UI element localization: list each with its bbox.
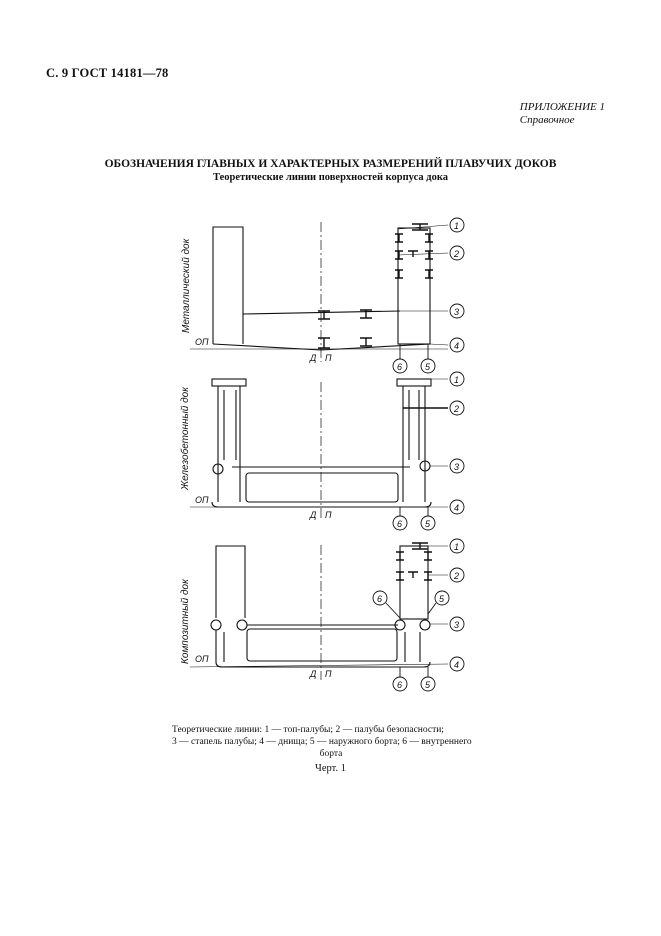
- main-title: ОБОЗНАЧЕНИЯ ГЛАВНЫХ И ХАРАКТЕРНЫХ РАЗМЕРЕНИЙ ПЛАВУЧИХ ДОКОВ: [104, 158, 557, 170]
- sub-title: Теоретические линии поверхностей корпуса дока: [213, 172, 448, 183]
- concrete-callout-6: 6: [397, 519, 403, 529]
- concrete-bottom: [212, 502, 431, 507]
- concrete-left-top: [212, 379, 246, 386]
- metal-tower-girders: [318, 224, 433, 348]
- metal-callout-4: 4: [454, 341, 460, 351]
- concrete-dock-label: Железобетонный док: [180, 387, 191, 490]
- composite-d: Д: [310, 669, 317, 679]
- page-header: С. 9 ГОСТ 14181—78: [46, 66, 169, 80]
- composite-callout-4: 4: [454, 660, 460, 670]
- metal-callout-2: 2: [454, 249, 460, 259]
- concrete-callout-1: 1: [454, 375, 460, 385]
- composite-op: ОП: [195, 654, 209, 664]
- metal-dock-label: Металлический док: [181, 238, 192, 333]
- metal-op: ОП: [195, 337, 209, 347]
- concrete-pontoon: [246, 473, 398, 502]
- metal-p: П: [325, 353, 332, 363]
- composite-callout-6-upper: 6: [377, 594, 383, 604]
- metal-callout-1: 1: [454, 221, 460, 231]
- composite-left-wall: [216, 546, 245, 618]
- metal-d: Д: [310, 353, 317, 363]
- concrete-callout-4: 4: [454, 503, 460, 513]
- composite-callout-5: 5: [425, 680, 431, 690]
- composite-dock-label: Композитный док: [180, 579, 191, 664]
- legend-line-3: борта: [319, 749, 343, 759]
- figure-composite-dock: [180, 539, 464, 691]
- composite-right-tower: [400, 546, 428, 619]
- appendix-title: ПРИЛОЖЕНИЕ 1: [519, 101, 605, 113]
- figure-concrete-dock: [179, 372, 464, 530]
- legend-line-2: 3 — стапель палубы; 4 — днища; 5 — наружного борта; 6 — внутреннего: [172, 737, 472, 747]
- composite-callout-1: 1: [454, 542, 460, 552]
- concrete-d: Д: [310, 510, 317, 520]
- figure-metal-dock: [181, 218, 464, 373]
- composite-tower-girders: [396, 543, 432, 580]
- metal-left-wall: [213, 227, 243, 344]
- composite-callout-3: 3: [454, 620, 460, 630]
- metal-callout-6: 6: [397, 362, 403, 372]
- concrete-op: ОП: [195, 495, 209, 505]
- metal-callout-5: 5: [425, 362, 431, 372]
- composite-callout-6: 6: [397, 680, 403, 690]
- metal-bottom-leader: [430, 344, 448, 345]
- legend: [172, 724, 490, 760]
- composite-pontoon: [247, 629, 397, 661]
- appendix-subtitle: Справочное: [519, 114, 575, 126]
- concrete-right-top: [397, 379, 431, 386]
- composite-p: П: [325, 669, 332, 679]
- metal-right-tower: [398, 228, 430, 344]
- metal-callout-3: 3: [454, 307, 460, 317]
- composite-callouts: [373, 539, 464, 691]
- figure-caption: Черт. 1: [315, 763, 346, 774]
- composite-callout-2: 2: [454, 571, 460, 581]
- metal-tower-safety-line: [398, 253, 448, 255]
- concrete-callout-2: 2: [454, 404, 460, 414]
- concrete-callout-3: 3: [454, 462, 460, 472]
- concrete-p: П: [325, 510, 332, 520]
- legend-line-1: Теоретические линии: 1 — топ-палубы; 2 — палубы безопасности;: [172, 725, 444, 735]
- composite-callout-5-upper: 5: [439, 594, 445, 604]
- concrete-callout-5: 5: [425, 519, 431, 529]
